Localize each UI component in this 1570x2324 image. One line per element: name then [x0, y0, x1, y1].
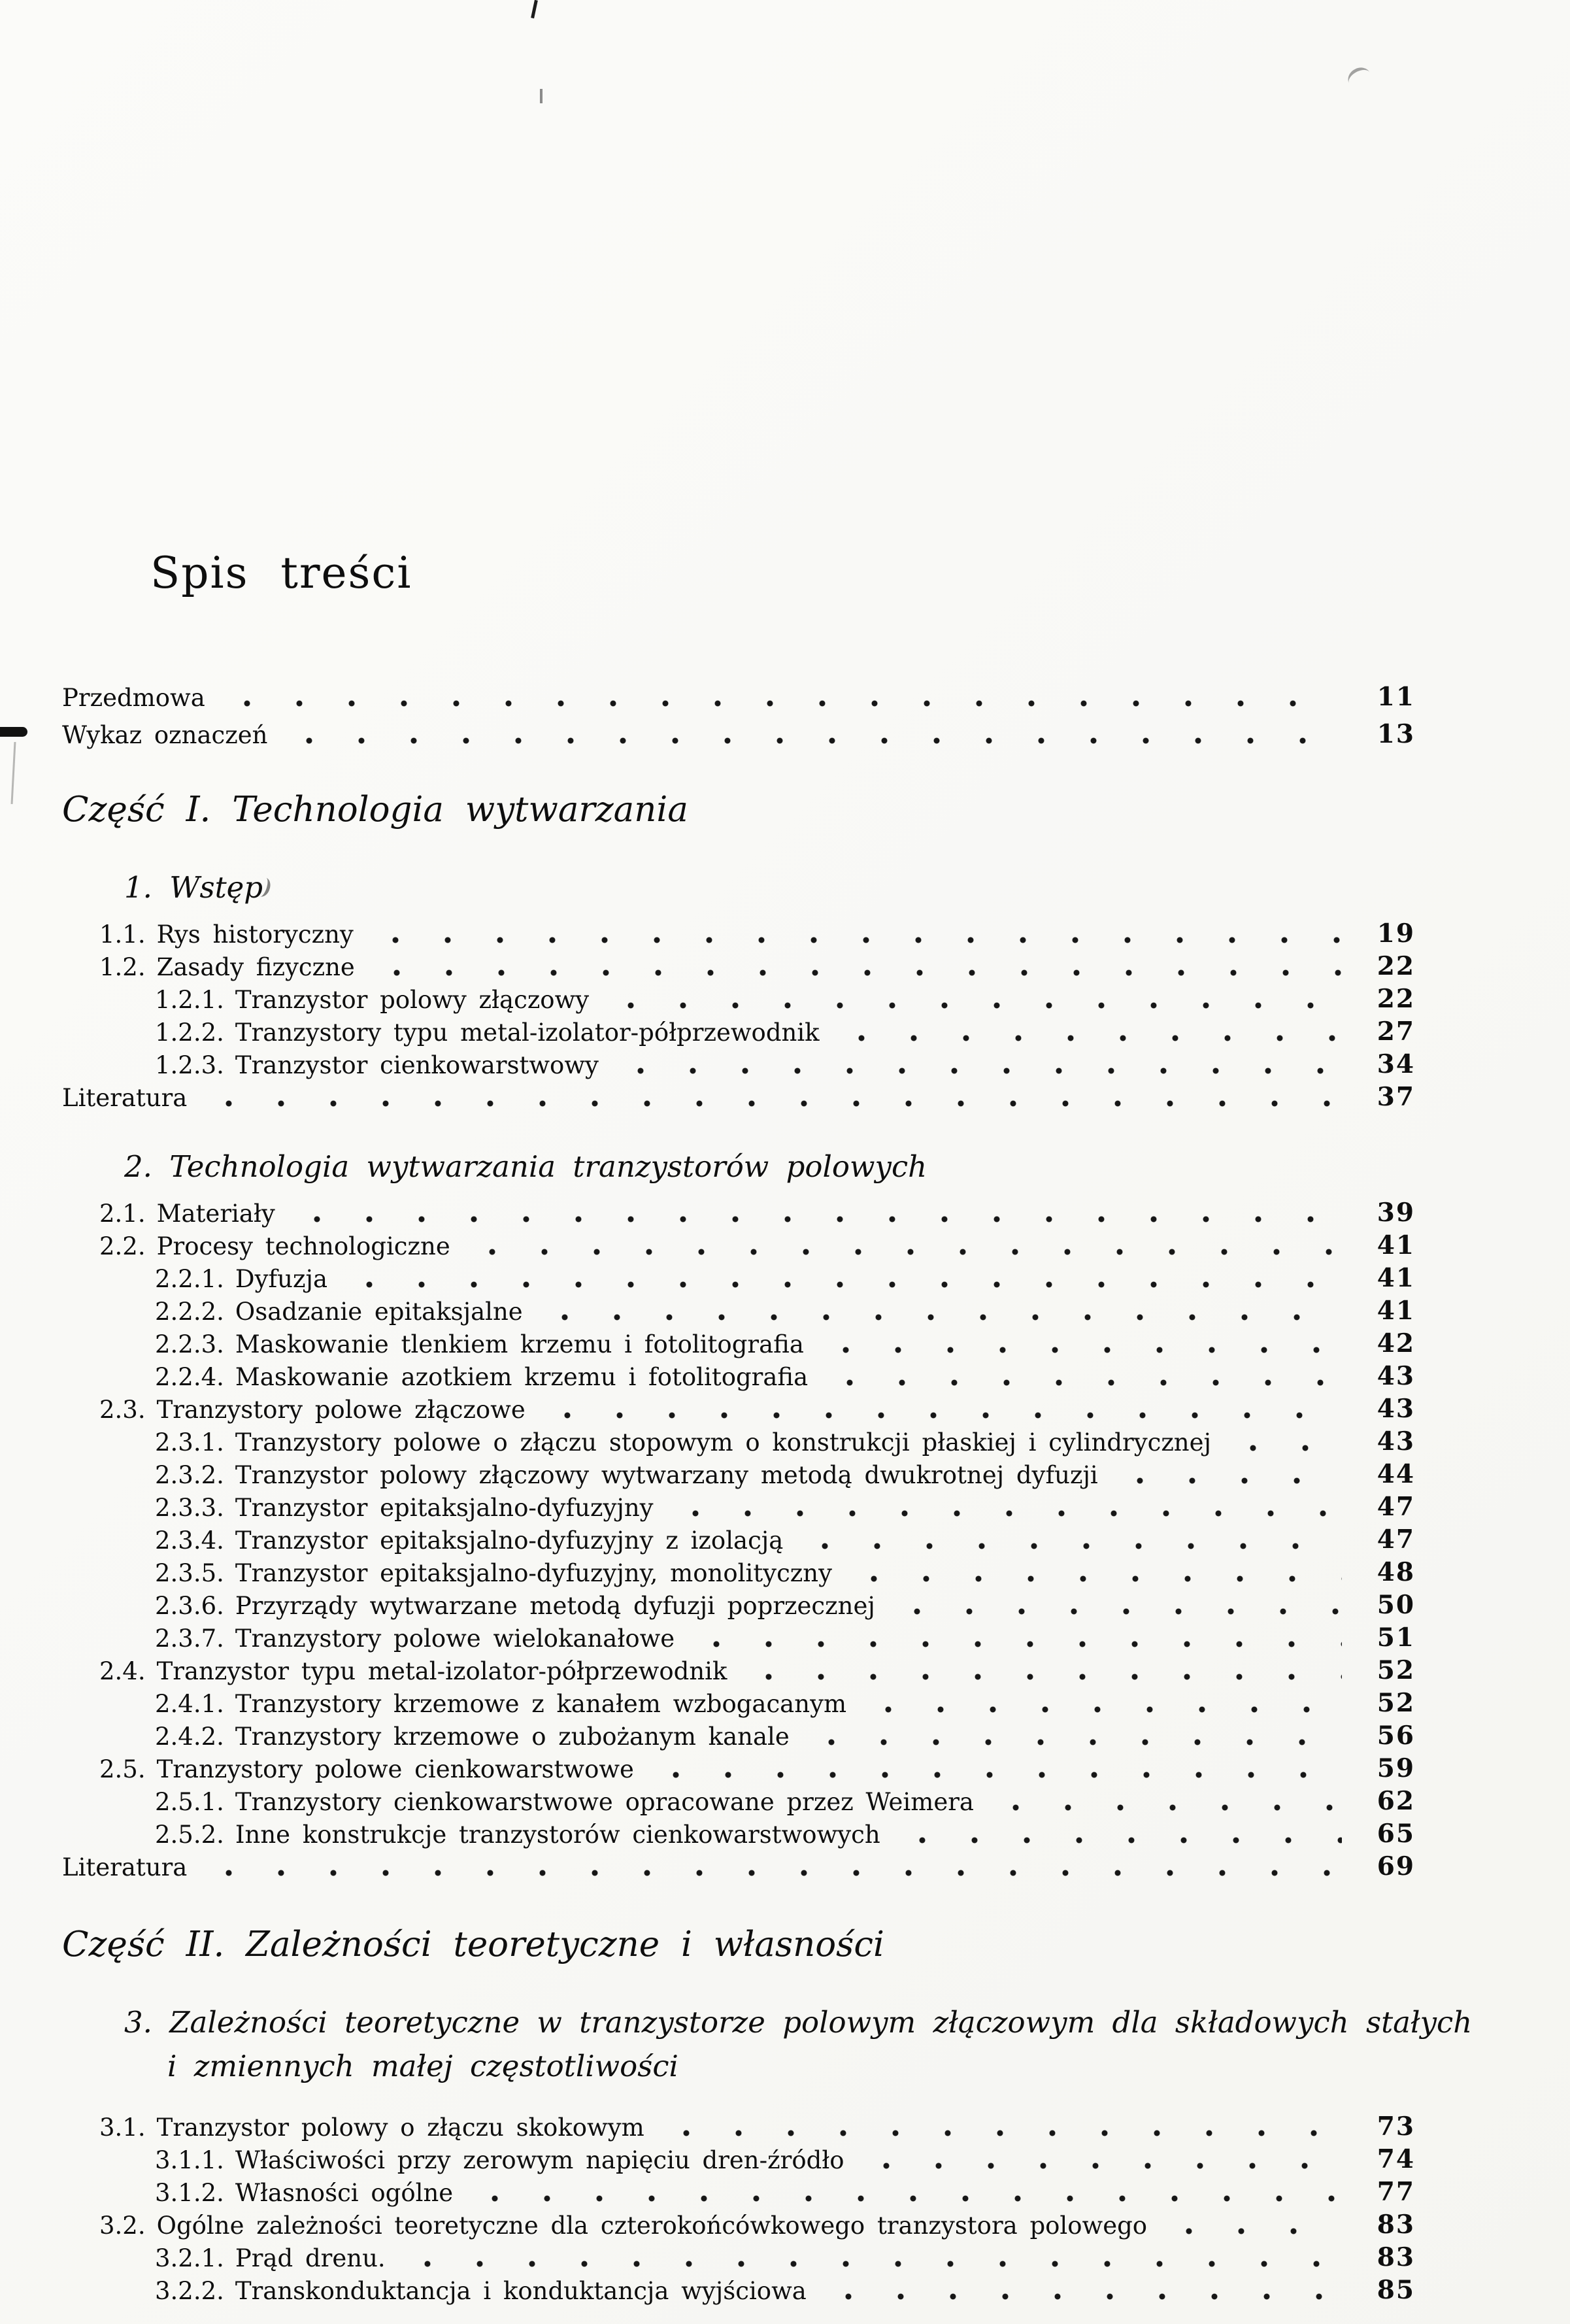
toc-row — [62, 1685, 1415, 1718]
entry-title: Transkonduktancja i konduktancja wyjściowa — [235, 2277, 807, 2305]
entry-title: Przyrządy wytwarzane metodą dyfuzji poprzecznej — [235, 1592, 875, 1620]
entry-title: Tranzystor epitaksjalno-dyfuzyjny z izolacją — [235, 1526, 784, 1555]
dot-leader — [221, 700, 1342, 707]
entry-number: 2.5.2. — [155, 1821, 224, 1849]
entry-number: 2.2.3. — [155, 1330, 224, 1358]
toc-row — [62, 2272, 1415, 2305]
dot-leader — [541, 1412, 1342, 1419]
entry-title: Tranzystory polowe cienkowarstwowe — [156, 1755, 634, 1783]
dot-leader — [669, 1510, 1342, 1517]
dot-leader — [203, 1870, 1342, 1876]
entry-page-number: 85 — [1377, 2275, 1415, 2305]
entry-title: Tranzystory polowe złączowe — [156, 1396, 526, 1424]
entry-number: 3.2.2. — [155, 2277, 224, 2305]
entry-title: Maskowanie azotkiem krzemu i fotolitografia — [235, 1363, 809, 1391]
dot-leader — [401, 2261, 1342, 2267]
toc-row — [62, 2240, 1415, 2272]
entry-page-number: 73 — [1377, 2112, 1415, 2142]
scan-artifact-scratch — [11, 742, 16, 804]
entry-number: 2.2.1. — [155, 1265, 224, 1293]
entry-number: 1.2. — [99, 953, 146, 981]
dot-leader — [835, 1035, 1342, 1041]
entry-number: 2.3.3. — [155, 1494, 224, 1522]
entry-title: Ogólne zależności teoretyczne dla czterokońcówkowego tranzystora polowego — [156, 2212, 1148, 2240]
entry-title: Literatura — [62, 1084, 188, 1112]
entry-number: 2.3.5. — [155, 1559, 224, 1587]
part-2-heading: Część II. Zależności teoretyczne i własności — [62, 1925, 885, 1964]
toc-row — [62, 1424, 1415, 1457]
entry-number: 3.1. — [99, 2113, 146, 2142]
entry-page-number: 41 — [1377, 1230, 1415, 1260]
scan-artifact-dash — [540, 89, 543, 103]
entry-title: Rys historyczny — [156, 920, 354, 949]
dot-leader — [848, 1575, 1342, 1582]
dot-leader — [614, 1068, 1342, 1074]
entry-title: Tranzystory polowe wielokanałowe — [235, 1625, 675, 1653]
entry-page-number: 42 — [1377, 1328, 1415, 1358]
entry-page-number: 56 — [1377, 1721, 1415, 1751]
toc-row — [62, 1522, 1415, 1555]
entry-title: Inne konstrukcje tranzystorów cienkowarstwowych — [235, 1821, 880, 1849]
dot-leader — [862, 1706, 1342, 1713]
entry-number: 2.4. — [99, 1657, 146, 1685]
dot-leader — [822, 2293, 1342, 2300]
entry-title: Osadzanie epitaksjalne — [235, 1298, 523, 1326]
dot-leader — [291, 1216, 1342, 1222]
entry-page-number: 27 — [1377, 1017, 1415, 1047]
toc-row — [62, 981, 1415, 1014]
scan-artifact-margin-dash — [0, 727, 27, 737]
dot-leader — [891, 1608, 1342, 1615]
entry-number: 1.2.1. — [155, 986, 224, 1014]
entry-number: 2.4.1. — [155, 1690, 224, 1718]
toc-row — [62, 1228, 1415, 1260]
entry-title: Dyfuzja — [235, 1265, 328, 1293]
dot-leader — [896, 1837, 1342, 1844]
toc-row — [62, 712, 1415, 749]
entry-page-number: 19 — [1377, 918, 1415, 949]
entry-number: 2.2.4. — [155, 1363, 224, 1391]
chapter-3-entries — [62, 2109, 1415, 2305]
entry-number: 3.2. — [99, 2212, 146, 2240]
toc-row — [62, 1260, 1415, 1293]
toc-row — [62, 1587, 1415, 1620]
entry-number: 2.3.4. — [155, 1526, 224, 1555]
entry-number: 2.2.2. — [155, 1298, 224, 1326]
dot-leader — [860, 2163, 1342, 2169]
entry-page-number: 47 — [1377, 1524, 1415, 1555]
toc-row — [62, 2109, 1415, 2142]
entry-title: Tranzystory polowe o złączu stopowym o konstrukcji płaskiej i cylindrycznej — [235, 1428, 1212, 1457]
toc-row — [62, 1293, 1415, 1326]
toc-row — [62, 1195, 1415, 1228]
entry-number: 2.5.1. — [155, 1788, 224, 1816]
entry-page-number: 41 — [1377, 1263, 1415, 1293]
entry-title: Tranzystory typu metal-izolator-półprzewodnik — [235, 1019, 820, 1047]
dot-leader — [1227, 1445, 1342, 1451]
toc-row — [62, 2174, 1415, 2207]
entry-page-number: 62 — [1377, 1786, 1415, 1816]
dot-leader — [605, 1002, 1342, 1009]
entry-page-number: 65 — [1377, 1819, 1415, 1849]
entry-title: Tranzystor polowy złączowy — [235, 986, 590, 1014]
entry-title: Wykaz oznaczeń — [62, 721, 268, 749]
entry-title: Prąd drenu. — [235, 2244, 386, 2272]
entry-page-number: 83 — [1377, 2210, 1415, 2240]
entry-page-number: 22 — [1377, 984, 1415, 1014]
entry-number: 1.1. — [99, 920, 146, 949]
toc-row — [62, 1014, 1415, 1047]
entry-title: Literatura — [62, 1853, 188, 1881]
entry-title: Materiały — [156, 1200, 275, 1228]
scan-artifact-smudge — [1345, 63, 1375, 92]
entry-title: Tranzystory krzemowe o zubożanym kanale — [235, 1723, 790, 1751]
toc-row — [62, 1358, 1415, 1391]
entry-title: Tranzystor polowy złączowy wytwarzany metodą dwukrotnej dyfuzji — [235, 1461, 1098, 1489]
toc-row — [62, 916, 1415, 949]
dot-leader — [203, 1100, 1342, 1107]
entry-number: 1.2.3. — [155, 1051, 224, 1079]
chapter-2-entries — [62, 1195, 1415, 1881]
chapter-1-heading: 1. Wstęp — [124, 870, 263, 905]
dot-leader — [466, 1249, 1342, 1255]
entry-number: 2.5. — [99, 1755, 146, 1783]
dot-leader — [799, 1543, 1342, 1549]
entry-title: Tranzystor polowy o złączu skokowym — [156, 2113, 644, 2142]
entry-page-number: 74 — [1377, 2144, 1415, 2174]
entry-page-number: 39 — [1377, 1198, 1415, 1228]
page-title: Spis treści — [150, 548, 412, 598]
entry-page-number: 44 — [1377, 1459, 1415, 1489]
entry-title: Tranzystor epitaksjalno-dyfuzyjny, monolityczny — [235, 1559, 833, 1587]
toc-row — [62, 2207, 1415, 2240]
entry-title: Tranzystor cienkowarstwowy — [235, 1051, 599, 1079]
dot-leader — [343, 1281, 1342, 1288]
dot-leader — [824, 1379, 1342, 1386]
scan-artifact-line — [531, 0, 538, 18]
toc-row — [62, 2142, 1415, 2174]
dot-leader — [690, 1641, 1342, 1647]
entry-number: 3.1.1. — [155, 2146, 224, 2174]
entry-page-number: 48 — [1377, 1557, 1415, 1587]
toc-row-literatura — [62, 1079, 1415, 1112]
toc-row — [62, 1751, 1415, 1783]
chapter-3-heading-line1: 3. Zależności teoretyczne w tranzystorze polowym złączowym dla składowych stałych — [124, 2005, 1473, 2040]
dot-leader — [820, 1347, 1342, 1353]
entry-page-number: 41 — [1377, 1296, 1415, 1326]
entry-page-number: 83 — [1377, 2242, 1415, 2272]
toc-row — [62, 1457, 1415, 1489]
entry-title: Tranzystor typu metal-izolator-półprzewodnik — [156, 1657, 727, 1685]
dot-leader — [283, 737, 1342, 744]
dot-leader — [660, 2130, 1342, 2136]
toc-row — [62, 1718, 1415, 1751]
dot-leader — [743, 1674, 1342, 1680]
entry-title: Właściwości przy zerowym napięciu dren-źródło — [235, 2146, 844, 2174]
dot-leader — [990, 1804, 1342, 1811]
entry-title: Zasady fizyczne — [156, 953, 355, 981]
toc-row — [62, 1489, 1415, 1522]
entry-page-number: 52 — [1377, 1688, 1415, 1718]
toc-row — [62, 675, 1415, 712]
chapter-3-heading — [124, 2003, 1473, 2085]
dot-leader — [369, 937, 1342, 943]
toc-row — [62, 1653, 1415, 1685]
toc-row — [62, 1326, 1415, 1358]
entry-page-number: 43 — [1377, 1361, 1415, 1391]
dot-leader — [469, 2195, 1342, 2202]
entry-number: 2.4.2. — [155, 1723, 224, 1751]
entry-page-number: 69 — [1377, 1851, 1415, 1881]
entry-number: 1.2.2. — [155, 1019, 224, 1047]
entry-number: 2.3.7. — [155, 1625, 224, 1653]
entry-number: 2.3. — [99, 1396, 146, 1424]
entry-page-number: 77 — [1377, 2177, 1415, 2207]
chapter-2-heading: 2. Technologia wytwarzania tranzystorów polowych — [124, 1149, 927, 1184]
entry-page-number: 52 — [1377, 1655, 1415, 1685]
entry-title: Własności ogólne — [235, 2179, 454, 2207]
entry-title: Tranzystory cienkowarstwowe opracowane przez Weimera — [235, 1788, 974, 1816]
front-matter-block — [62, 675, 1415, 749]
entry-number: 2.2. — [99, 1232, 146, 1260]
toc-row — [62, 1620, 1415, 1653]
chapter-1-entries — [62, 916, 1415, 1112]
entry-number: 3.2.1. — [155, 2244, 224, 2272]
entry-number: 2.3.6. — [155, 1592, 224, 1620]
part-1-heading: Część I. Technologia wytwarzania — [62, 790, 688, 830]
entry-title: Maskowanie tlenkiem krzemu i fotolitografia — [235, 1330, 804, 1358]
dot-leader — [1163, 2228, 1342, 2234]
toc-content — [62, 548, 1473, 2305]
chapter-3-heading-line2: i zmiennych małej częstotliwości — [167, 2049, 678, 2083]
entry-title: Tranzystory krzemowe z kanałem wzbogacanym — [235, 1690, 847, 1718]
dot-leader — [371, 969, 1342, 976]
dot-leader — [650, 1772, 1342, 1778]
toc-row — [62, 1783, 1415, 1816]
entry-number: 3.1.2. — [155, 2179, 224, 2207]
toc-row — [62, 1047, 1415, 1079]
dot-leader — [539, 1314, 1342, 1321]
entry-page-number: 43 — [1377, 1426, 1415, 1457]
entry-page-number: 22 — [1377, 951, 1415, 981]
entry-title: Tranzystor epitaksjalno-dyfuzyjny — [235, 1494, 654, 1522]
toc-row — [62, 1816, 1415, 1849]
entry-page-number: 50 — [1377, 1590, 1415, 1620]
toc-row-literatura — [62, 1849, 1415, 1881]
toc-row — [62, 949, 1415, 981]
entry-page-number: 34 — [1377, 1049, 1415, 1079]
entry-number: 2.3.2. — [155, 1461, 224, 1489]
entry-title: Procesy technologiczne — [156, 1232, 450, 1260]
toc-row — [62, 1391, 1415, 1424]
entry-page-number: 11 — [1377, 682, 1415, 712]
entry-page-number: 37 — [1377, 1082, 1415, 1112]
entry-number: 2.3.1. — [155, 1428, 224, 1457]
entry-page-number: 47 — [1377, 1492, 1415, 1522]
dot-leader — [805, 1739, 1342, 1745]
entry-page-number: 51 — [1377, 1623, 1415, 1653]
toc-row — [62, 1555, 1415, 1587]
entry-page-number: 59 — [1377, 1753, 1415, 1783]
entry-number: 2.1. — [99, 1200, 146, 1228]
entry-page-number: 43 — [1377, 1394, 1415, 1424]
entry-title: Przedmowa — [62, 684, 205, 712]
entry-page-number: 13 — [1377, 719, 1415, 749]
dot-leader — [1114, 1477, 1342, 1484]
